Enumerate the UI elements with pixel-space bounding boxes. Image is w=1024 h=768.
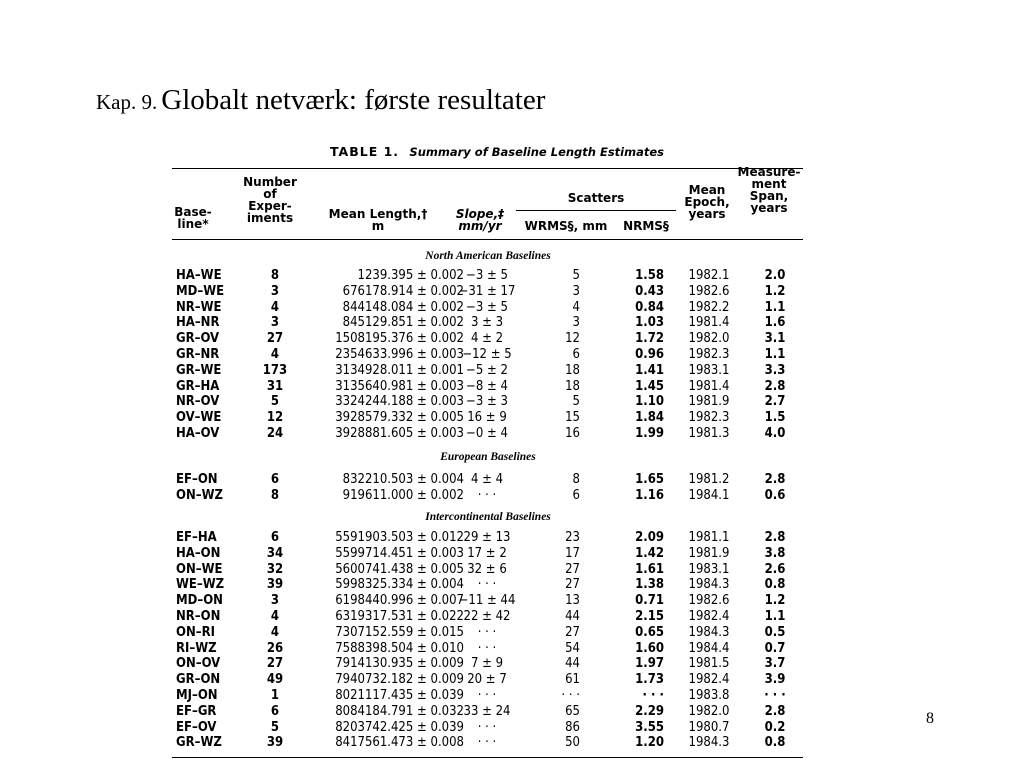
slide-title xyxy=(96,86,545,115)
cell-wrms: 17 xyxy=(565,545,580,561)
cell-epoch: 1984.4 xyxy=(688,640,730,656)
cell-experiments: 6 xyxy=(270,472,280,487)
cell-epoch: 1982.4 xyxy=(688,672,730,688)
cell-epoch: 1980.7 xyxy=(688,719,730,735)
cell-experiments: 8 xyxy=(270,268,280,283)
cell-mean-length: 5998325.334 ± 0.004 xyxy=(335,577,464,593)
table-row xyxy=(168,488,813,503)
table-row xyxy=(168,331,813,346)
cell-mean-length: 844148.084 ± 0.002 xyxy=(342,299,464,315)
table-row xyxy=(168,530,813,545)
cell-nrms: 0.65 xyxy=(635,624,664,640)
cell-slope: 3 ± 3 xyxy=(470,315,504,331)
cell-experiments: 4 xyxy=(270,624,280,640)
cell-slope: · · · xyxy=(477,735,497,751)
cell-slope: −3 ± 3 xyxy=(466,394,508,410)
cell-wrms: 15 xyxy=(565,410,580,426)
cell-experiments: 4 xyxy=(270,609,280,624)
cell-baseline: RI–WZ xyxy=(176,640,217,656)
cell-experiments: 32 xyxy=(266,561,284,577)
table-row xyxy=(168,472,813,487)
cell-span: 0.7 xyxy=(764,640,786,656)
cell-baseline: OV–WE xyxy=(176,410,222,426)
cell-baseline: EF–OV xyxy=(176,719,217,735)
cell-baseline: HA–NR xyxy=(176,315,220,331)
table-label: TABLE 1. xyxy=(330,144,400,159)
cell-epoch: 1982.6 xyxy=(688,593,730,609)
cell-slope: −3 ± 5 xyxy=(466,299,508,315)
cell-mean-length: 6319317.531 ± 0.022 xyxy=(335,609,464,624)
cell-experiments: 27 xyxy=(266,331,284,347)
cell-slope: −3 ± 5 xyxy=(466,268,508,283)
cell-nrms: 1.42 xyxy=(635,545,664,561)
cell-baseline: EF–HA xyxy=(176,530,217,545)
cell-span: 0.5 xyxy=(764,624,786,640)
cell-baseline: ON–WE xyxy=(176,561,223,577)
cell-wrms: 50 xyxy=(565,735,580,751)
cell-span: · · · xyxy=(764,688,786,703)
cell-wrms: 18 xyxy=(565,378,580,394)
cell-span: 2.8 xyxy=(764,472,786,487)
cell-span: 2.8 xyxy=(764,530,786,545)
page-number: 8 xyxy=(926,710,934,727)
cell-baseline: EF–ON xyxy=(176,472,218,487)
cell-epoch: 1982.6 xyxy=(688,283,730,299)
cell-wrms: 54 xyxy=(565,640,580,656)
cell-mean-length: 3135640.981 ± 0.003 xyxy=(335,378,464,394)
cell-epoch: 1984.3 xyxy=(688,577,730,593)
cell-experiments: 39 xyxy=(266,577,284,593)
cell-baseline: ON–WZ xyxy=(176,487,223,503)
cell-span: 1.5 xyxy=(764,410,786,426)
cell-epoch: 1983.8 xyxy=(688,688,730,703)
cell-nrms: 1.61 xyxy=(635,561,664,577)
cell-nrms: 1.73 xyxy=(635,672,664,688)
cell-wrms: 13 xyxy=(565,593,580,609)
cell-experiments: 3 xyxy=(270,593,280,609)
cell-wrms: 44 xyxy=(565,609,580,624)
cell-wrms: 23 xyxy=(565,530,580,545)
section-heading: North American Baselines xyxy=(425,250,551,262)
cell-span: 4.0 xyxy=(764,426,786,441)
slide-title-prefix: Kap. 9. xyxy=(96,90,158,114)
cell-nrms: 1.38 xyxy=(635,577,664,593)
cell-wrms: 65 xyxy=(565,703,580,719)
cell-slope: 4 ± 2 xyxy=(470,331,504,347)
cell-span: 1.2 xyxy=(764,593,786,609)
cell-slope: 17 ± 2 xyxy=(467,545,507,561)
cell-experiments: 12 xyxy=(266,410,284,426)
cell-wrms: 4 xyxy=(572,299,580,315)
table-row xyxy=(168,410,813,425)
cell-experiments: 31 xyxy=(266,378,284,394)
cell-mean-length: 8417561.473 ± 0.008 xyxy=(335,735,464,751)
table-row xyxy=(168,609,813,624)
cell-mean-length: 676178.914 ± 0.002 xyxy=(342,283,464,299)
slide-title-main: Globalt netværk: første resultater xyxy=(161,84,546,116)
cell-wrms: 16 xyxy=(565,426,580,441)
cell-span: 1.1 xyxy=(764,299,786,315)
cell-experiments: 39 xyxy=(266,735,284,751)
cell-mean-length: 919611.000 ± 0.002 xyxy=(342,487,464,503)
table-row xyxy=(168,300,813,315)
cell-wrms: 6 xyxy=(572,347,580,362)
table-row xyxy=(168,672,813,687)
cell-baseline: GR–HA xyxy=(176,378,220,394)
cell-baseline: NR–OV xyxy=(176,394,220,410)
cell-mean-length: 2354633.996 ± 0.003 xyxy=(335,347,464,362)
section-heading: Intercontinental Baselines xyxy=(425,511,551,523)
cell-mean-length: 832210.503 ± 0.004 xyxy=(342,472,464,487)
cell-baseline: HA–WE xyxy=(176,268,222,283)
cell-slope: −5 ± 2 xyxy=(466,362,508,378)
cell-wrms: 86 xyxy=(565,719,580,735)
cell-slope: 22 ± 42 xyxy=(463,609,511,624)
cell-mean-length: 8084184.791 ± 0.032 xyxy=(335,703,464,719)
cell-mean-length: 3134928.011 ± 0.001 xyxy=(335,362,464,378)
cell-slope: · · · xyxy=(477,640,497,656)
cell-baseline: GR–ON xyxy=(176,672,221,688)
cell-mean-length: 5600741.438 ± 0.005 xyxy=(335,561,464,577)
cell-baseline: NR–ON xyxy=(176,609,221,624)
cell-wrms: 6 xyxy=(572,487,580,503)
cell-baseline: WE–WZ xyxy=(176,577,225,593)
cell-mean-length: 3928881.605 ± 0.003 xyxy=(335,426,464,441)
cell-nrms: 2.09 xyxy=(635,530,664,545)
cell-span: 3.8 xyxy=(764,545,786,561)
table-row xyxy=(168,704,813,719)
cell-mean-length: 5591903.503 ± 0.012 xyxy=(335,530,464,545)
cell-epoch: 1981.3 xyxy=(688,426,730,441)
cell-wrms: 5 xyxy=(572,268,580,283)
cell-epoch: 1984.3 xyxy=(688,624,730,640)
cell-experiments: 3 xyxy=(270,283,280,299)
cell-epoch: 1981.2 xyxy=(688,472,730,487)
cell-epoch: 1982.0 xyxy=(688,703,730,719)
cell-span: 2.6 xyxy=(764,561,786,577)
cell-epoch: 1981.4 xyxy=(688,378,730,394)
cell-wrms: 18 xyxy=(565,362,580,378)
cell-span: 3.9 xyxy=(764,672,786,688)
table-row xyxy=(168,656,813,671)
cell-wrms: · · · xyxy=(561,688,580,703)
header-epoch: Mean Epoch, years xyxy=(684,183,730,221)
cell-nrms: 1.60 xyxy=(635,640,664,656)
cell-epoch: 1984.1 xyxy=(688,487,730,503)
cell-experiments: 24 xyxy=(266,426,284,441)
cell-slope: 33 ± 24 xyxy=(463,703,511,719)
cell-epoch: 1981.5 xyxy=(688,656,730,672)
cell-mean-length: 1239.395 ± 0.002 xyxy=(357,268,464,283)
cell-slope: −8 ± 4 xyxy=(466,378,508,394)
cell-baseline: GR–WZ xyxy=(176,735,222,751)
cell-span: 2.7 xyxy=(764,394,786,410)
cell-span: 0.8 xyxy=(764,577,786,593)
cell-slope: · · · xyxy=(477,624,497,640)
header-wrms: WRMS§, mm xyxy=(524,219,608,233)
cell-wrms: 3 xyxy=(572,315,580,331)
cell-baseline: MD–WE xyxy=(176,283,225,299)
table-row xyxy=(168,625,813,640)
cell-experiments: 6 xyxy=(270,703,280,719)
cell-epoch: 1982.0 xyxy=(688,331,730,347)
cell-slope: 32 ± 6 xyxy=(467,561,507,577)
cell-nrms: 0.43 xyxy=(635,283,664,299)
cell-nrms: 0.84 xyxy=(635,299,664,315)
cell-experiments: 5 xyxy=(270,394,280,410)
cell-wrms: 27 xyxy=(565,577,580,593)
table-row xyxy=(168,268,813,283)
cell-epoch: 1981.1 xyxy=(688,530,730,545)
cell-baseline: GR–OV xyxy=(176,331,220,347)
cell-nrms: 3.55 xyxy=(635,719,664,735)
cell-nrms: 1.65 xyxy=(635,472,664,487)
cell-slope: 7 ± 9 xyxy=(470,656,504,672)
cell-experiments: 4 xyxy=(270,299,280,315)
cell-span: 2.0 xyxy=(764,268,786,283)
cell-mean-length: 1508195.376 ± 0.002 xyxy=(335,331,464,347)
cell-baseline: MD–ON xyxy=(176,593,223,609)
table-row xyxy=(168,363,813,378)
header-nrms: NRMS§ xyxy=(623,219,669,233)
cell-span: 0.2 xyxy=(764,719,786,735)
cell-baseline: NR–WE xyxy=(176,299,222,315)
cell-experiments: 26 xyxy=(266,640,284,656)
cell-epoch: 1983.1 xyxy=(688,561,730,577)
cell-epoch: 1982.1 xyxy=(688,268,730,283)
cell-span: 3.3 xyxy=(764,362,786,378)
cell-nrms: 1.97 xyxy=(635,656,664,672)
cell-span: 1.2 xyxy=(764,283,786,299)
cell-nrms: 2.29 xyxy=(635,703,664,719)
cell-slope: −31 ± 17 xyxy=(458,283,516,299)
cell-nrms: 1.45 xyxy=(635,378,664,394)
cell-mean-length: 7588398.504 ± 0.010 xyxy=(335,640,464,656)
cell-epoch: 1981.9 xyxy=(688,394,730,410)
cell-mean-length: 6198440.996 ± 0.007 xyxy=(335,593,464,609)
table-row xyxy=(168,641,813,656)
cell-nrms: 2.15 xyxy=(635,609,664,624)
cell-mean-length: 8203742.425 ± 0.039 xyxy=(335,719,464,735)
table-row xyxy=(168,394,813,409)
cell-wrms: 8 xyxy=(572,472,580,487)
cell-nrms: 1.16 xyxy=(635,487,664,503)
header-baseline: Base- line* xyxy=(174,205,212,231)
cell-wrms: 5 xyxy=(572,394,580,410)
cell-nrms: 1.20 xyxy=(635,735,664,751)
table-row xyxy=(168,284,813,299)
table-row xyxy=(168,688,813,703)
cell-span: 1.6 xyxy=(764,315,786,331)
cell-experiments: 8 xyxy=(270,487,280,503)
cell-experiments: 5 xyxy=(270,719,280,735)
cell-epoch: 1982.4 xyxy=(688,609,730,624)
cell-mean-length: 7940732.182 ± 0.009 xyxy=(335,672,464,688)
cell-span: 3.1 xyxy=(764,331,786,347)
cell-slope: 20 ± 7 xyxy=(467,672,507,688)
cell-slope: 4 ± 4 xyxy=(470,472,504,487)
cell-slope: −11 ± 44 xyxy=(458,593,516,609)
cell-epoch: 1981.4 xyxy=(688,315,730,331)
table-row xyxy=(168,379,813,394)
cell-experiments: 49 xyxy=(266,672,284,688)
cell-epoch: 1982.2 xyxy=(688,299,730,315)
section-heading: European Baselines xyxy=(440,451,536,463)
cell-baseline: EF–GR xyxy=(176,703,217,719)
cell-epoch: 1982.3 xyxy=(688,410,730,426)
cell-baseline: ON–OV xyxy=(176,656,221,672)
cell-nrms: 1.41 xyxy=(635,362,664,378)
header-span: Measure- ment Span, years xyxy=(737,165,801,215)
table-row xyxy=(168,577,813,592)
cell-nrms: 1.03 xyxy=(635,315,664,331)
cell-nrms: 1.10 xyxy=(635,394,664,410)
cell-slope: · · · xyxy=(477,688,497,703)
cell-slope: · · · xyxy=(477,719,497,735)
header-slope: Slope,‡ mm/yr xyxy=(455,207,505,233)
cell-wrms: 3 xyxy=(572,283,580,299)
cell-slope: 16 ± 9 xyxy=(467,410,507,426)
cell-experiments: 6 xyxy=(270,530,280,545)
table-row xyxy=(168,720,813,735)
cell-baseline: ON–RI xyxy=(176,624,215,640)
cell-epoch: 1984.3 xyxy=(688,735,730,751)
cell-slope: 29 ± 13 xyxy=(463,530,511,545)
cell-epoch: 1983.1 xyxy=(688,362,730,378)
cell-epoch: 1981.9 xyxy=(688,545,730,561)
cell-baseline: MJ–ON xyxy=(176,688,218,703)
scanned-table xyxy=(168,138,813,768)
cell-span: 2.8 xyxy=(764,378,786,394)
cell-wrms: 44 xyxy=(565,656,580,672)
cell-slope: −0 ± 4 xyxy=(466,426,508,441)
table-row xyxy=(168,735,813,750)
cell-mean-length: 7307152.559 ± 0.015 xyxy=(335,624,464,640)
cell-baseline: GR–WE xyxy=(176,362,222,378)
table-row xyxy=(168,562,813,577)
cell-wrms: 27 xyxy=(565,561,580,577)
cell-experiments: 173 xyxy=(262,362,288,378)
cell-baseline: GR–NR xyxy=(176,347,220,362)
cell-nrms: 0.96 xyxy=(635,347,664,362)
cell-wrms: 61 xyxy=(565,672,580,688)
cell-span: 1.1 xyxy=(764,347,786,362)
cell-mean-length: 3928579.332 ± 0.005 xyxy=(335,410,464,426)
cell-wrms: 27 xyxy=(565,624,580,640)
table-row xyxy=(168,426,813,441)
cell-experiments: 27 xyxy=(266,656,284,672)
cell-baseline: HA–ON xyxy=(176,545,221,561)
cell-slope: · · · xyxy=(477,577,497,593)
cell-baseline: HA–OV xyxy=(176,426,220,441)
cell-wrms: 12 xyxy=(565,331,580,347)
cell-experiments: 3 xyxy=(270,315,280,331)
cell-mean-length: 7914130.935 ± 0.009 xyxy=(335,656,464,672)
cell-experiments: 34 xyxy=(266,545,284,561)
cell-nrms: · · · xyxy=(642,688,664,703)
table-row xyxy=(168,347,813,362)
cell-mean-length: 3324244.188 ± 0.003 xyxy=(335,394,464,410)
cell-nrms: 1.58 xyxy=(635,268,664,283)
cell-span: 3.7 xyxy=(764,656,786,672)
table-caption-text: Summary of Baseline Length Estimates xyxy=(409,145,664,159)
cell-experiments: 1 xyxy=(270,688,280,703)
cell-mean-length: 845129.851 ± 0.002 xyxy=(342,315,464,331)
cell-nrms: 1.72 xyxy=(635,331,664,347)
table-bottom-rule xyxy=(172,757,803,758)
cell-span: 1.1 xyxy=(764,609,786,624)
header-experiments: Number of Exper- iments xyxy=(243,175,297,225)
table-body xyxy=(168,138,813,768)
table-row xyxy=(168,315,813,330)
table-row xyxy=(168,546,813,561)
table-row xyxy=(168,593,813,608)
cell-slope: · · · xyxy=(477,487,497,503)
cell-slope: −12 ± 5 xyxy=(462,347,512,362)
cell-mean-length: 8021117.435 ± 0.039 xyxy=(335,688,464,703)
cell-span: 0.8 xyxy=(764,735,786,751)
cell-nrms: 1.99 xyxy=(635,426,664,441)
cell-span: 2.8 xyxy=(764,703,786,719)
cell-epoch: 1982.3 xyxy=(688,347,730,362)
cell-experiments: 4 xyxy=(270,347,280,362)
cell-span: 0.6 xyxy=(764,487,786,503)
header-mean-length: Mean Length,† m xyxy=(328,207,428,233)
header-scatters: Scatters xyxy=(567,191,625,205)
cell-nrms: 0.71 xyxy=(635,593,664,609)
cell-nrms: 1.84 xyxy=(635,410,664,426)
cell-mean-length: 5599714.451 ± 0.003 xyxy=(335,545,464,561)
